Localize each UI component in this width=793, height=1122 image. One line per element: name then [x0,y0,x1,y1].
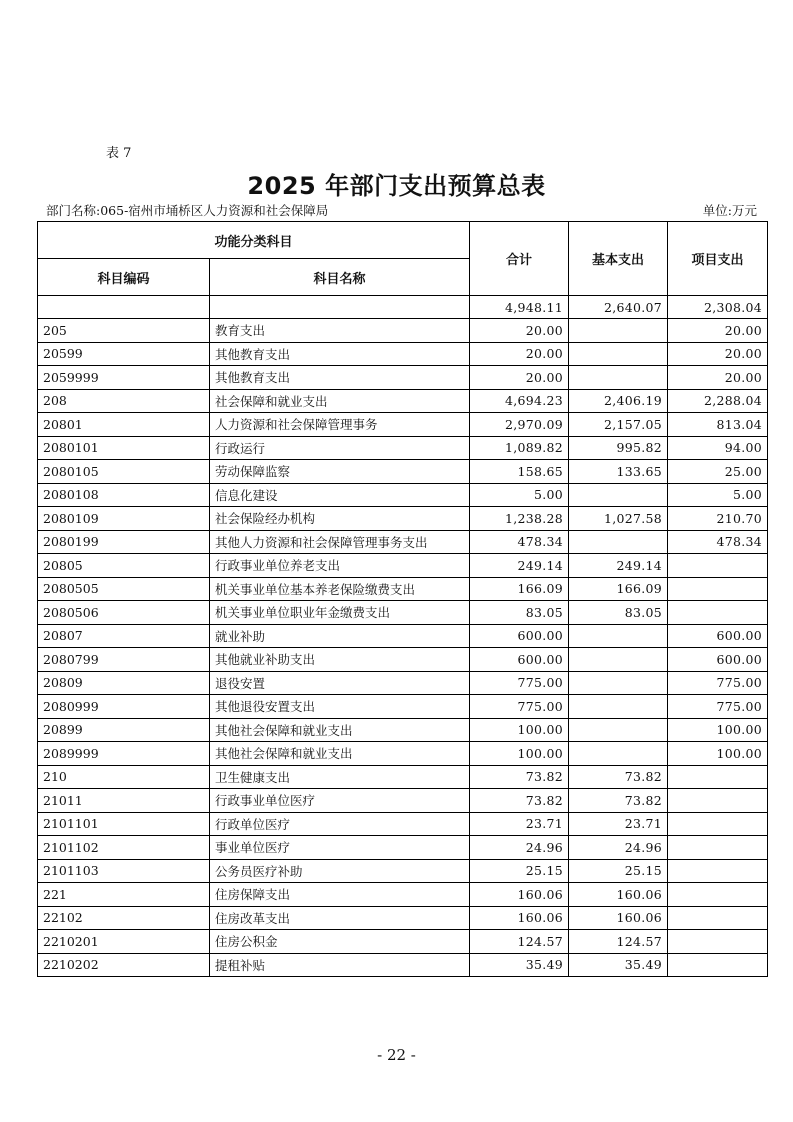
row-project: 20.00 [668,319,768,343]
row-total: 35.49 [470,953,569,977]
row-basic [569,319,668,343]
row-basic [569,648,668,672]
table-row [38,930,768,954]
row-code: 205 [38,319,210,343]
row-project [668,554,768,578]
row-name: 机关事业单位基本养老保险缴费支出 [210,577,470,601]
row-code: 2210202 [38,953,210,977]
row-total: 24.96 [470,836,569,860]
row-basic: 25.15 [569,859,668,883]
row-name: 提租补贴 [210,953,470,977]
table-row [38,789,768,813]
row-basic: 23.71 [569,812,668,836]
row-code: 20599 [38,342,210,366]
row-basic [569,624,668,648]
row-name: 教育支出 [210,319,470,343]
total-row [38,296,768,319]
row-project [668,859,768,883]
row-total: 124.57 [470,930,569,954]
row-project [668,906,768,930]
unit-label: 单位:万元 [702,203,757,218]
row-project: 20.00 [668,366,768,390]
row-code: 20805 [38,554,210,578]
row-code: 2080199 [38,530,210,554]
row-code: 20809 [38,671,210,695]
row-total: 25.15 [470,859,569,883]
row-name: 社会保险经办机构 [210,507,470,531]
table-row [38,859,768,883]
table-row [38,624,768,648]
row-name: 住房公积金 [210,930,470,954]
table-row [38,883,768,907]
total-amount: 4,948.11 [470,296,569,319]
row-code: 2089999 [38,742,210,766]
table-row [38,366,768,390]
row-code: 20801 [38,413,210,437]
row-basic: 166.09 [569,577,668,601]
header-total: 合计 [470,222,569,296]
department-name: 部门名称:065-宿州市埇桥区人力资源和社会保障局 [46,203,329,218]
row-project: 20.00 [668,342,768,366]
row-project: 600.00 [668,648,768,672]
row-basic: 249.14 [569,554,668,578]
table-row [38,812,768,836]
row-project [668,601,768,625]
table-row [38,577,768,601]
row-basic: 133.65 [569,460,668,484]
table-label: 表 7 [106,146,132,161]
table-row [38,836,768,860]
row-total: 1,238.28 [470,507,569,531]
table-row [38,671,768,695]
row-name: 人力资源和社会保障管理事务 [210,413,470,437]
row-code: 2080506 [38,601,210,625]
row-basic [569,695,668,719]
row-code: 2080799 [38,648,210,672]
row-total: 20.00 [470,342,569,366]
row-total: 20.00 [470,366,569,390]
table-row [38,460,768,484]
table-row [38,507,768,531]
row-name: 其他退役安置支出 [210,695,470,719]
row-basic: 160.06 [569,883,668,907]
total-project: 2,308.04 [668,296,768,319]
table-row [38,389,768,413]
row-basic: 2,157.05 [569,413,668,437]
row-name: 其他人力资源和社会保障管理事务支出 [210,530,470,554]
row-code: 2101101 [38,812,210,836]
row-total: 5.00 [470,483,569,507]
row-name: 信息化建设 [210,483,470,507]
table-row [38,342,768,366]
row-name: 其他社会保障和就业支出 [210,718,470,742]
row-project [668,930,768,954]
row-project: 100.00 [668,718,768,742]
row-basic [569,483,668,507]
row-basic: 995.82 [569,436,668,460]
row-project: 94.00 [668,436,768,460]
row-name: 卫生健康支出 [210,765,470,789]
row-total: 20.00 [470,319,569,343]
table-row [38,718,768,742]
row-project: 600.00 [668,624,768,648]
row-basic: 83.05 [569,601,668,625]
row-basic [569,366,668,390]
row-project [668,812,768,836]
row-total: 166.09 [470,577,569,601]
row-total: 4,694.23 [470,389,569,413]
row-code: 2210201 [38,930,210,954]
row-name: 住房改革支出 [210,906,470,930]
table-row [38,554,768,578]
row-total: 83.05 [470,601,569,625]
row-project [668,577,768,601]
row-name: 行政运行 [210,436,470,460]
row-project [668,789,768,813]
row-project [668,765,768,789]
row-code: 2080105 [38,460,210,484]
table-row [38,695,768,719]
row-total: 600.00 [470,624,569,648]
row-name: 公务员医疗补助 [210,859,470,883]
row-total: 478.34 [470,530,569,554]
row-project: 5.00 [668,483,768,507]
row-code: 210 [38,765,210,789]
page-title: 2025 年部门支出预算总表 [247,172,546,200]
table-row [38,436,768,460]
row-total: 2,970.09 [470,413,569,437]
row-project: 210.70 [668,507,768,531]
row-basic [569,530,668,554]
row-basic: 2,406.19 [569,389,668,413]
row-name: 社会保障和就业支出 [210,389,470,413]
table-row [38,483,768,507]
row-code: 2080101 [38,436,210,460]
row-code: 2080109 [38,507,210,531]
row-project: 813.04 [668,413,768,437]
total-code-cell [38,296,210,319]
row-total: 23.71 [470,812,569,836]
row-total: 1,089.82 [470,436,569,460]
header-project: 项目支出 [668,222,768,296]
row-name: 其他就业补助支出 [210,648,470,672]
row-total: 100.00 [470,742,569,766]
row-total: 775.00 [470,671,569,695]
row-basic [569,718,668,742]
table-row [38,413,768,437]
row-code: 2080505 [38,577,210,601]
total-name-cell [210,296,470,319]
row-name: 住房保障支出 [210,883,470,907]
page-number: - 22 - [377,1046,416,1064]
table-row [38,648,768,672]
table-row [38,742,768,766]
row-total: 160.06 [470,883,569,907]
row-total: 249.14 [470,554,569,578]
row-name: 行政单位医疗 [210,812,470,836]
row-code: 2101102 [38,836,210,860]
row-basic: 73.82 [569,765,668,789]
row-code: 2080108 [38,483,210,507]
row-total: 160.06 [470,906,569,930]
row-code: 208 [38,389,210,413]
table-row [38,906,768,930]
row-name: 其他教育支出 [210,366,470,390]
row-name: 退役安置 [210,671,470,695]
total-basic: 2,640.07 [569,296,668,319]
row-name: 其他社会保障和就业支出 [210,742,470,766]
row-project: 775.00 [668,695,768,719]
row-code: 21011 [38,789,210,813]
row-project: 775.00 [668,671,768,695]
row-project [668,953,768,977]
row-total: 73.82 [470,789,569,813]
budget-table [37,221,768,977]
row-project: 478.34 [668,530,768,554]
row-basic: 1,027.58 [569,507,668,531]
header-basic: 基本支出 [569,222,668,296]
row-name: 行政事业单位养老支出 [210,554,470,578]
header-function-class: 功能分类科目 [38,222,470,259]
row-code: 20807 [38,624,210,648]
row-basic: 35.49 [569,953,668,977]
row-project: 2,288.04 [668,389,768,413]
row-code: 22102 [38,906,210,930]
row-name: 劳动保障监察 [210,460,470,484]
row-basic [569,671,668,695]
row-basic: 24.96 [569,836,668,860]
header-code: 科目编码 [38,259,210,296]
row-code: 20899 [38,718,210,742]
row-total: 600.00 [470,648,569,672]
row-code: 2101103 [38,859,210,883]
row-basic [569,342,668,366]
row-basic: 73.82 [569,789,668,813]
row-total: 158.65 [470,460,569,484]
row-total: 73.82 [470,765,569,789]
table-row [38,765,768,789]
row-basic: 124.57 [569,930,668,954]
row-project [668,883,768,907]
row-name: 机关事业单位职业年金缴费支出 [210,601,470,625]
row-total: 775.00 [470,695,569,719]
row-project [668,836,768,860]
row-project: 100.00 [668,742,768,766]
row-project: 25.00 [668,460,768,484]
row-name: 其他教育支出 [210,342,470,366]
row-basic: 160.06 [569,906,668,930]
row-name: 行政事业单位医疗 [210,789,470,813]
row-total: 100.00 [470,718,569,742]
row-name: 就业补助 [210,624,470,648]
table-row [38,319,768,343]
row-code: 221 [38,883,210,907]
row-code: 2080999 [38,695,210,719]
table-row [38,601,768,625]
row-basic [569,742,668,766]
table-row [38,530,768,554]
table-row [38,953,768,977]
row-code: 2059999 [38,366,210,390]
header-name: 科目名称 [210,259,470,296]
row-name: 事业单位医疗 [210,836,470,860]
